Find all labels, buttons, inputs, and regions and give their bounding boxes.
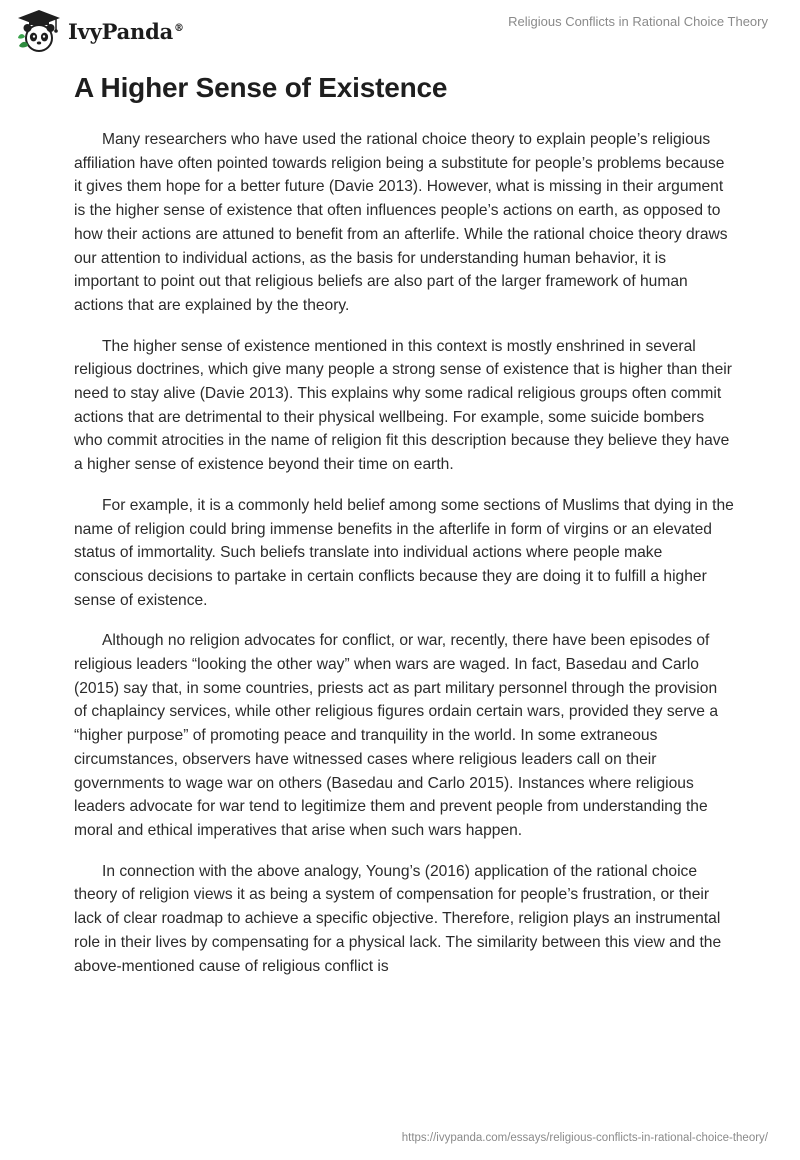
paragraph-4: Although no religion advocates for conflict, or war, recently, there have been episodes of religious leaders “looking the other way” when wars are waged. In fact, Basedau and Carlo (2015) say that, in some countries, priests act as part military personnel through the provision of chaplaincy services, while other religious figures ordain certain wars, provided they serve a “higher purpose” of promoting peace and tranquility in the world. In some extraneous circumstances, observers have witnessed cases where religious leaders call on their governments to wage war on others (Basedau and Carlo 2015). Instances where religious leaders advocate for war tend to legitimize them and prevent people from understanding the moral and ethical imperatives that arise when such wars happen. [74,632,718,839]
paragraph-3: For example, it is a commonly held belief among some sections of Muslims that dying in the name of religion could bring immense benefits in the afterlife in form of virgins or an elevated status of immortality. Such beliefs translate into individual actions where people make conscious decisions to partake in certain conflicts because they are doing it to fulfill a higher sense of existence. [74,496,734,609]
document-title: Religious Conflicts in Rational Choice Theory [508,14,768,29]
paragraph-5: In connection with the above analogy, Young’s (2016) application of the rational choice theory of religion views it as being a system of compensation for people’s frustration, or their lack of clear roadmap to achieve a specific objective. Therefore, religion plays an instrumental role in their lives by compensating for a physical lack. The similarity between this view and the above-mentioned cause of religious conflict is [74,862,722,975]
paragraph-2: The higher sense of existence mentioned in this context is mostly enshrined in several religious doctrines, which give many people a strong sense of existence that is higher than their need to stay alive (Davie 2013). This explains why some radical religious groups often commit actions that are detrimental to their physical wellbeing. For example, some suicide bombers who commit atrocities in the name of religion fit this description because they believe they have a higher sense of existence beyond their time on earth. [74,337,732,474]
ivypanda-logo[interactable] [16,8,184,54]
source-url[interactable]: https://ivypanda.com/essays/religious-conflicts-in-rational-choice-theory/ [401,1132,768,1144]
paragraph-1: Many researchers who have used the rational choice theory to explain people’s religious affiliation have often pointed towards religion being a substitute for people’s problems because it gives them hope for a better future (Davie 2013). However, what is missing in their argument is the higher sense of existence that often influences people’s actions on earth, as opposed to how their actions are attuned to benefit from an afterlife. While the rational choice theory draws our attention to individual actions, as the basis for understanding human behavior, it is important to point out that religious beliefs are also part of the larger framework of human actions that are explained by the theory. [74,131,728,314]
section-heading: A Higher Sense of Existence [74,72,448,103]
article-body [74,72,734,995]
registered-mark: ® [174,22,184,34]
brand-name: IvyPanda® [68,18,184,44]
page-header [0,0,800,60]
panda-graduate-icon [16,8,62,54]
